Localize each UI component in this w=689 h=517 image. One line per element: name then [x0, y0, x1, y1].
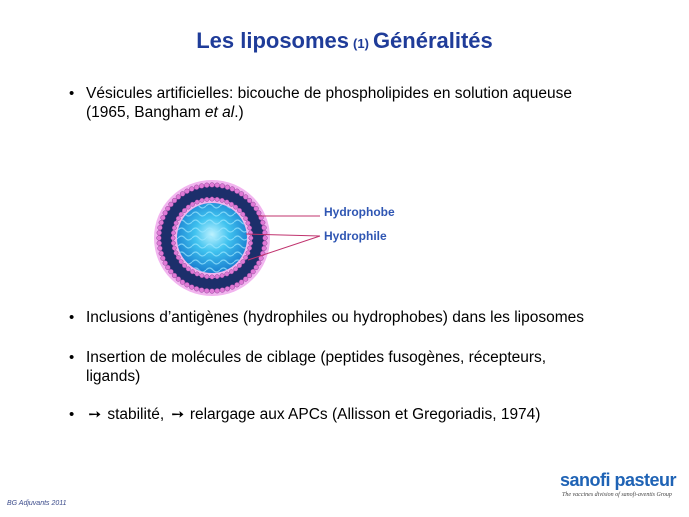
outer-head-group: [163, 261, 168, 266]
inner-head-group: [171, 241, 175, 245]
inner-head-group: [195, 272, 199, 276]
outer-head-group: [235, 189, 240, 194]
outer-head-group: [194, 185, 199, 190]
outer-head-group: [166, 206, 171, 211]
inner-head-group: [244, 216, 248, 220]
outer-head-group: [220, 184, 225, 189]
inner-head-group: [215, 274, 219, 278]
inner-head-group: [186, 205, 190, 209]
inner-head-group: [174, 251, 178, 255]
bullet-dot: •: [69, 349, 75, 366]
outer-head-group: [263, 236, 268, 241]
bullet-dot: •: [69, 406, 75, 423]
outer-head-group: [204, 183, 209, 188]
outer-head-group: [251, 202, 256, 207]
inner-head-group: [176, 216, 180, 220]
outer-head-group: [199, 184, 204, 189]
inner-head-group: [215, 197, 219, 201]
title-main: Les liposomes: [196, 28, 350, 53]
outer-head-group: [243, 195, 248, 200]
inner-head-group: [247, 226, 251, 230]
outer-head-group: [157, 241, 162, 246]
outer-head-group: [161, 256, 166, 261]
outer-head-group: [247, 273, 252, 278]
outer-head-group: [225, 185, 230, 190]
inner-head-group: [229, 270, 233, 274]
inner-head-group: [241, 212, 245, 216]
outer-head-group: [256, 211, 261, 216]
outer-head-group: [239, 192, 244, 197]
outer-head-group: [157, 230, 162, 235]
inner-head-group: [229, 202, 233, 206]
inner-head-group: [190, 270, 194, 274]
inner-head-group: [190, 202, 194, 206]
sanofi-pasteur-logo: [560, 470, 682, 500]
citation-text: (1965, Bangham: [86, 104, 205, 121]
inner-head-group: [210, 197, 214, 201]
inner-head-group: [247, 246, 251, 250]
citation-italic: et al: [204, 104, 235, 121]
inner-head-group: [172, 226, 176, 230]
outer-head-group: [262, 246, 267, 251]
inner-head-group: [171, 231, 175, 235]
outer-head-group: [239, 280, 244, 285]
outer-head-group: [215, 288, 220, 293]
outer-head-group: [166, 265, 171, 270]
inner-head-group: [210, 275, 214, 279]
title-number: (1): [353, 36, 369, 51]
outer-head-group: [254, 265, 259, 270]
outer-head-group: [247, 198, 252, 203]
inner-head-group: [237, 263, 241, 267]
inner-head-group: [200, 273, 204, 277]
outer-head-group: [220, 288, 225, 293]
citation-end: .): [234, 104, 244, 121]
bullet-text: Inclusions d’antigènes (hydrophiles ou hydrophobes) dans les liposomes: [86, 309, 585, 326]
label-hydrophobe: Hydrophobe: [324, 205, 395, 219]
outer-head-group: [180, 192, 185, 197]
outer-head-group: [176, 195, 181, 200]
outer-head-group: [159, 220, 164, 225]
bullet-text: [83, 403, 541, 426]
outer-head-group: [210, 289, 215, 294]
title-subtitle: Généralités: [372, 28, 493, 53]
outer-head-group: [210, 183, 215, 188]
outer-head-group: [172, 198, 177, 203]
increase-arrow-icon: ➚: [83, 403, 106, 426]
footer-credit: BG Adjuvants 2011: [7, 500, 67, 507]
outer-head-group: [230, 285, 235, 290]
inner-head-group: [205, 274, 209, 278]
outer-head-group: [262, 241, 267, 246]
bullet-text-line2: [86, 103, 244, 122]
increase-arrow-icon: ➚: [166, 403, 188, 426]
inner-head-group: [182, 208, 186, 212]
inner-head-group: [176, 255, 180, 259]
outer-head-group: [235, 282, 240, 287]
outer-head-group: [260, 220, 265, 225]
outer-head-group: [157, 236, 162, 241]
outer-head-group: [254, 206, 259, 211]
inner-head-group: [234, 267, 238, 271]
inner-head-group: [171, 236, 175, 240]
inner-head-group: [244, 255, 248, 259]
inner-head-group: [200, 198, 204, 202]
outer-head-group: [161, 215, 166, 220]
outer-head-group: [243, 277, 248, 282]
inner-head-group: [246, 221, 250, 225]
slide-title: [0, 28, 689, 54]
inner-head-group: [220, 273, 224, 277]
inner-head-group: [234, 205, 238, 209]
relargage-text: relargage aux APCs (Allisson et Gregoriadis, 1974): [189, 406, 541, 423]
outer-head-group: [189, 187, 194, 192]
bullet-dot: •: [69, 309, 75, 326]
outer-head-group: [185, 189, 190, 194]
outer-head-group: [189, 285, 194, 290]
inner-head-group: [246, 251, 250, 255]
label-hydrophile: Hydrophile: [324, 229, 387, 243]
outer-head-group: [225, 286, 230, 291]
inner-head-group: [174, 221, 178, 225]
logo-tagline: The vaccines division of sanofi-aventis Group: [562, 492, 672, 498]
inner-head-group: [205, 197, 209, 201]
outer-head-group: [194, 286, 199, 291]
outer-head-group: [172, 273, 177, 278]
inner-head-group: [186, 267, 190, 271]
inner-head-group: [241, 260, 245, 264]
outer-head-group: [158, 225, 163, 230]
inner-head-group: [248, 241, 252, 245]
logo-text: sanofi pasteur: [560, 470, 677, 490]
inner-head-group: [182, 263, 186, 267]
outer-head-group: [159, 251, 164, 256]
outer-head-group: [256, 261, 261, 266]
outer-head-group: [204, 288, 209, 293]
outer-head-group: [169, 202, 174, 207]
inner-head-group: [179, 260, 183, 264]
inner-head-group: [195, 200, 199, 204]
aqueous-core-waves: [177, 203, 247, 273]
liposome: [154, 180, 270, 296]
inner-head-group: [249, 236, 253, 240]
inner-head-group: [237, 208, 241, 212]
inner-head-group: [225, 272, 229, 276]
inner-head-group: [220, 198, 224, 202]
outer-head-group: [199, 288, 204, 293]
bullet-text-line1: Insertion de molécules de ciblage (peptides fusogènes, récepteurs,: [86, 349, 547, 366]
outer-head-group: [163, 211, 168, 216]
outer-head-group: [215, 183, 220, 188]
bullet-text-line2: ligands): [86, 368, 141, 385]
inner-head-group: [179, 212, 183, 216]
inner-head-group: [225, 200, 229, 204]
inner-head-group: [172, 246, 176, 250]
outer-head-group: [251, 269, 256, 274]
outer-head-group: [185, 282, 190, 287]
outer-head-group: [262, 225, 267, 230]
stabilite-text: stabilité,: [107, 406, 165, 423]
bullet-text-line1: Vésicules artificielles: bicouche de phospholipides en solution aqueuse: [86, 85, 572, 102]
outer-head-group: [180, 280, 185, 285]
outer-head-group: [158, 246, 163, 251]
outer-head-group: [176, 277, 181, 282]
outer-head-group: [169, 269, 174, 274]
bullet-dot: •: [69, 85, 75, 102]
outer-head-group: [230, 187, 235, 192]
liposome-diagram: [150, 178, 410, 298]
